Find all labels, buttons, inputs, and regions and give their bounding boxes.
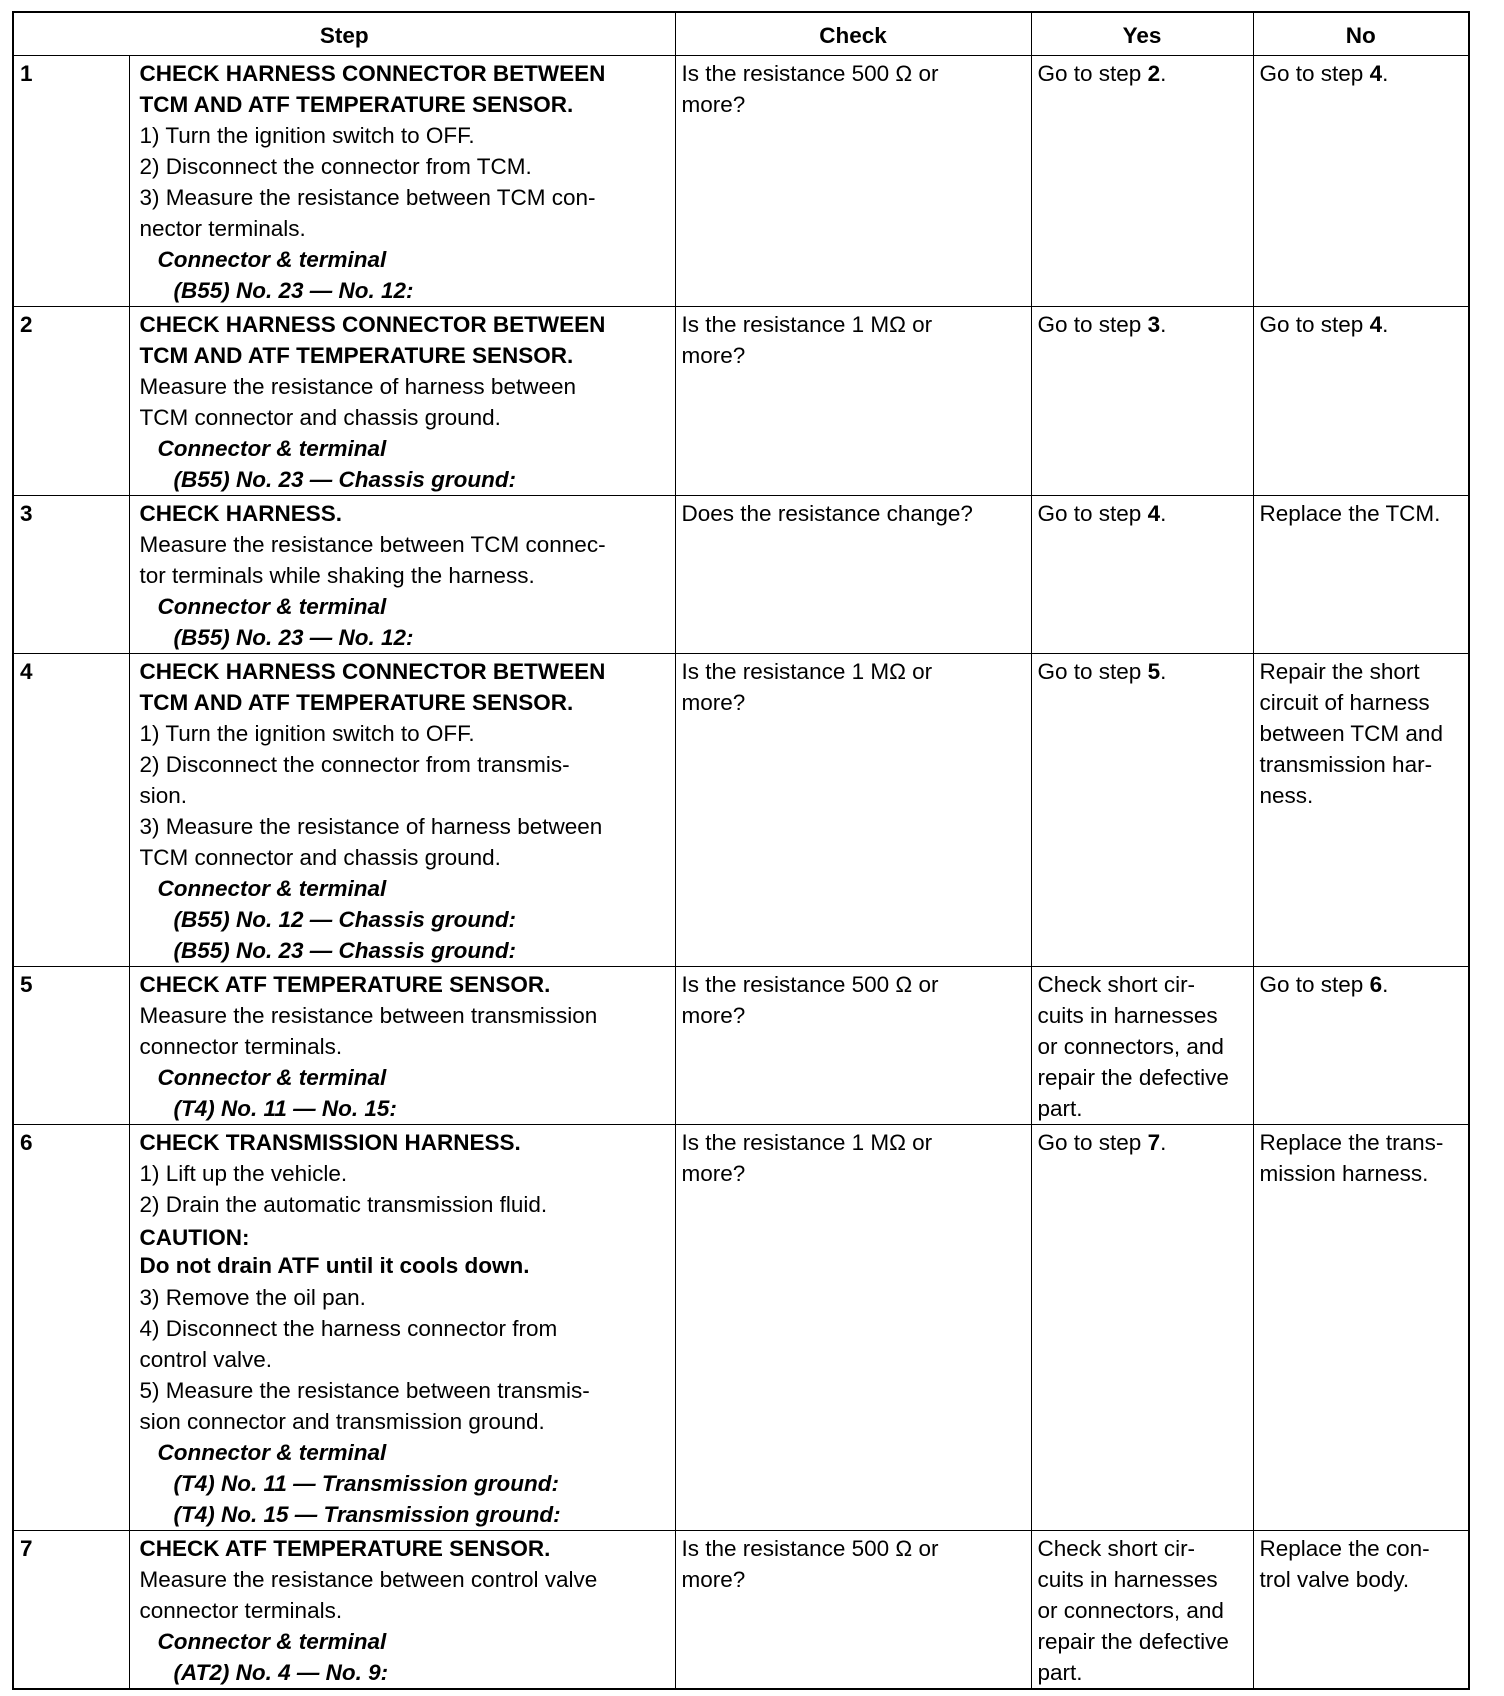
check-text: more? — [681, 1003, 746, 1028]
connector-terminal-value: (T4) No. 15 — Transmission ground: — [173, 1502, 561, 1527]
check-cell — [675, 496, 1031, 654]
step-instruction: connector terminals. — [139, 1598, 343, 1623]
connector-terminal-value: (B55) No. 23 — Chassis ground: — [173, 938, 517, 963]
no-text: transmission har- — [1259, 752, 1433, 777]
table-row — [13, 654, 1469, 967]
no-cell — [1253, 1125, 1469, 1531]
step-instruction: 3) Measure the resistance between TCM con- — [139, 185, 596, 210]
step-number: 6 — [13, 1125, 129, 1531]
connector-terminal-label: Connector & terminal — [157, 1629, 387, 1654]
yes-cell — [1031, 1531, 1253, 1690]
step-instruction: connector terminals. — [139, 1034, 343, 1059]
no-step-number: 4 — [1369, 61, 1383, 86]
no-text: Repair the short — [1259, 659, 1420, 684]
yes-text: or connectors, and — [1037, 1034, 1224, 1059]
yes-text: Check short cir- — [1037, 972, 1196, 997]
step-instruction: 3) Measure the resistance of harness between — [139, 814, 603, 839]
connector-terminal-value: (T4) No. 11 — No. 15: — [173, 1096, 397, 1121]
yes-text: part. — [1037, 1096, 1083, 1121]
step-number: 2 — [13, 307, 129, 496]
step-instruction: 2) Disconnect the connector from TCM. — [139, 154, 532, 179]
step-instruction: control valve. — [139, 1347, 273, 1372]
check-cell — [675, 307, 1031, 496]
check-cell — [675, 967, 1031, 1125]
no-cell — [1253, 967, 1469, 1125]
check-text: Is the resistance 500 Ω or — [681, 61, 939, 86]
check-cell — [675, 56, 1031, 307]
step-instruction: Measure the resistance of harness between — [139, 374, 576, 399]
yes-text: cuits in harnesses — [1037, 1567, 1218, 1592]
caution-text: Do not drain ATF until it cools down. — [139, 1253, 530, 1278]
header-yes: Yes — [1031, 12, 1253, 56]
no-text: mission harness. — [1259, 1161, 1429, 1186]
yes-text: Go to step 2. — [1037, 61, 1167, 86]
yes-text: repair the defective — [1037, 1065, 1229, 1090]
header-no: No — [1253, 12, 1469, 56]
check-cell — [675, 1125, 1031, 1531]
caution-label: CAUTION: — [139, 1225, 250, 1250]
connector-terminal-value: (T4) No. 11 — Transmission ground: — [173, 1471, 559, 1496]
connector-terminal-label: Connector & terminal — [157, 247, 387, 272]
yes-step-number: 2 — [1147, 61, 1161, 86]
connector-terminal-label: Connector & terminal — [157, 1065, 387, 1090]
step-title: CHECK HARNESS CONNECTOR BETWEEN — [139, 61, 606, 86]
step-description — [129, 56, 675, 307]
diagnostic-procedure-table — [12, 11, 1470, 1690]
no-cell — [1253, 496, 1469, 654]
no-text: Go to step 4. — [1259, 312, 1389, 337]
step-title: CHECK HARNESS. — [139, 501, 343, 526]
step-instruction: sion. — [139, 783, 188, 808]
table-row — [13, 967, 1469, 1125]
step-description — [129, 654, 675, 967]
header-check: Check — [675, 12, 1031, 56]
no-text: trol valve body. — [1259, 1567, 1410, 1592]
connector-terminal-label: Connector & terminal — [157, 436, 387, 461]
step-description — [129, 1531, 675, 1690]
connector-terminal-value: (B55) No. 23 — No. 12: — [173, 278, 414, 303]
check-text: Is the resistance 1 MΩ or — [681, 312, 933, 337]
no-text: ness. — [1259, 783, 1314, 808]
check-cell — [675, 654, 1031, 967]
yes-text: Go to step 7. — [1037, 1130, 1167, 1155]
step-title: CHECK ATF TEMPERATURE SENSOR. — [139, 972, 551, 997]
header-step: Step — [13, 12, 675, 56]
connector-terminal-label: Connector & terminal — [157, 594, 387, 619]
step-instruction: 2) Disconnect the connector from transmis- — [139, 752, 570, 777]
check-text: more? — [681, 1567, 746, 1592]
table-row — [13, 496, 1469, 654]
step-number: 5 — [13, 967, 129, 1125]
check-text: Is the resistance 1 MΩ or — [681, 659, 933, 684]
step-instruction: nector terminals. — [139, 216, 306, 241]
check-cell — [675, 1531, 1031, 1690]
no-step-number: 4 — [1369, 312, 1383, 337]
connector-terminal-label: Connector & terminal — [157, 876, 387, 901]
yes-text: or connectors, and — [1037, 1598, 1224, 1623]
yes-step-number: 5 — [1147, 659, 1161, 684]
no-text: between TCM and — [1259, 721, 1443, 746]
step-instruction: TCM connector and chassis ground. — [139, 405, 501, 430]
step-instruction: 1) Turn the ignition switch to OFF. — [139, 721, 475, 746]
step-instruction: Measure the resistance between transmission — [139, 1003, 598, 1028]
step-instruction: 5) Measure the resistance between transmis- — [139, 1378, 590, 1403]
yes-cell — [1031, 1125, 1253, 1531]
step-title: CHECK TRANSMISSION HARNESS. — [139, 1130, 521, 1155]
check-text: Is the resistance 500 Ω or — [681, 1536, 939, 1561]
no-text: Go to step 4. — [1259, 61, 1389, 86]
yes-step-number: 3 — [1147, 312, 1161, 337]
yes-text: cuits in harnesses — [1037, 1003, 1218, 1028]
table-row — [13, 1125, 1469, 1531]
step-title: CHECK HARNESS CONNECTOR BETWEEN — [139, 659, 606, 684]
no-text: Replace the TCM. — [1259, 501, 1441, 526]
check-text: more? — [681, 343, 746, 368]
connector-terminal-label: Connector & terminal — [157, 1440, 387, 1465]
step-instruction: sion connector and transmission ground. — [139, 1409, 545, 1434]
no-cell — [1253, 56, 1469, 307]
yes-text: Go to step 5. — [1037, 659, 1167, 684]
table-row — [13, 307, 1469, 496]
check-text: more? — [681, 690, 746, 715]
step-number: 1 — [13, 56, 129, 307]
connector-terminal-value: (B55) No. 23 — Chassis ground: — [173, 467, 517, 492]
table-header-row — [13, 12, 1469, 56]
no-text: circuit of harness — [1259, 690, 1430, 715]
yes-cell — [1031, 56, 1253, 307]
no-step-number: 6 — [1369, 972, 1383, 997]
yes-cell — [1031, 654, 1253, 967]
no-text: Replace the trans- — [1259, 1130, 1444, 1155]
no-text: Go to step 6. — [1259, 972, 1389, 997]
diagnostic-procedure-table-container — [12, 11, 1468, 1690]
yes-cell — [1031, 496, 1253, 654]
table-row — [13, 56, 1469, 307]
step-number: 4 — [13, 654, 129, 967]
no-cell — [1253, 654, 1469, 967]
yes-text: Go to step 4. — [1037, 501, 1167, 526]
check-text: more? — [681, 1161, 746, 1186]
step-instruction: 1) Turn the ignition switch to OFF. — [139, 123, 475, 148]
step-title: TCM AND ATF TEMPERATURE SENSOR. — [139, 92, 574, 117]
table-row — [13, 1531, 1469, 1690]
table-body — [13, 56, 1469, 1690]
step-instruction: 4) Disconnect the harness connector from — [139, 1316, 558, 1341]
step-instruction: 3) Remove the oil pan. — [139, 1285, 366, 1310]
step-title: CHECK ATF TEMPERATURE SENSOR. — [139, 1536, 551, 1561]
check-text: more? — [681, 92, 746, 117]
no-text: Replace the con- — [1259, 1536, 1430, 1561]
step-number: 7 — [13, 1531, 129, 1690]
check-text: Is the resistance 500 Ω or — [681, 972, 939, 997]
step-title: CHECK HARNESS CONNECTOR BETWEEN — [139, 312, 606, 337]
yes-cell — [1031, 967, 1253, 1125]
connector-terminal-value: (B55) No. 12 — Chassis ground: — [173, 907, 517, 932]
connector-terminal-value: (B55) No. 23 — No. 12: — [173, 625, 414, 650]
yes-cell — [1031, 307, 1253, 496]
step-instruction: 2) Drain the automatic transmission fluid. — [139, 1192, 548, 1217]
yes-text: Go to step 3. — [1037, 312, 1167, 337]
step-instruction: Measure the resistance between control valve — [139, 1567, 598, 1592]
step-description — [129, 307, 675, 496]
step-description — [129, 1125, 675, 1531]
yes-text: Check short cir- — [1037, 1536, 1196, 1561]
no-cell — [1253, 307, 1469, 496]
yes-step-number: 4 — [1147, 501, 1161, 526]
step-description — [129, 967, 675, 1125]
step-instruction: 1) Lift up the vehicle. — [139, 1161, 348, 1186]
no-cell — [1253, 1531, 1469, 1690]
yes-text: repair the defective — [1037, 1629, 1229, 1654]
connector-terminal-value: (AT2) No. 4 — No. 9: — [173, 1660, 389, 1685]
check-text: Is the resistance 1 MΩ or — [681, 1130, 933, 1155]
step-title: TCM AND ATF TEMPERATURE SENSOR. — [139, 690, 574, 715]
step-instruction: TCM connector and chassis ground. — [139, 845, 501, 870]
check-text: Does the resistance change? — [681, 501, 973, 526]
step-number: 3 — [13, 496, 129, 654]
yes-text: part. — [1037, 1660, 1083, 1685]
step-instruction: tor terminals while shaking the harness. — [139, 563, 535, 588]
yes-step-number: 7 — [1147, 1130, 1161, 1155]
step-description — [129, 496, 675, 654]
step-title: TCM AND ATF TEMPERATURE SENSOR. — [139, 343, 574, 368]
step-instruction: Measure the resistance between TCM connec- — [139, 532, 606, 557]
